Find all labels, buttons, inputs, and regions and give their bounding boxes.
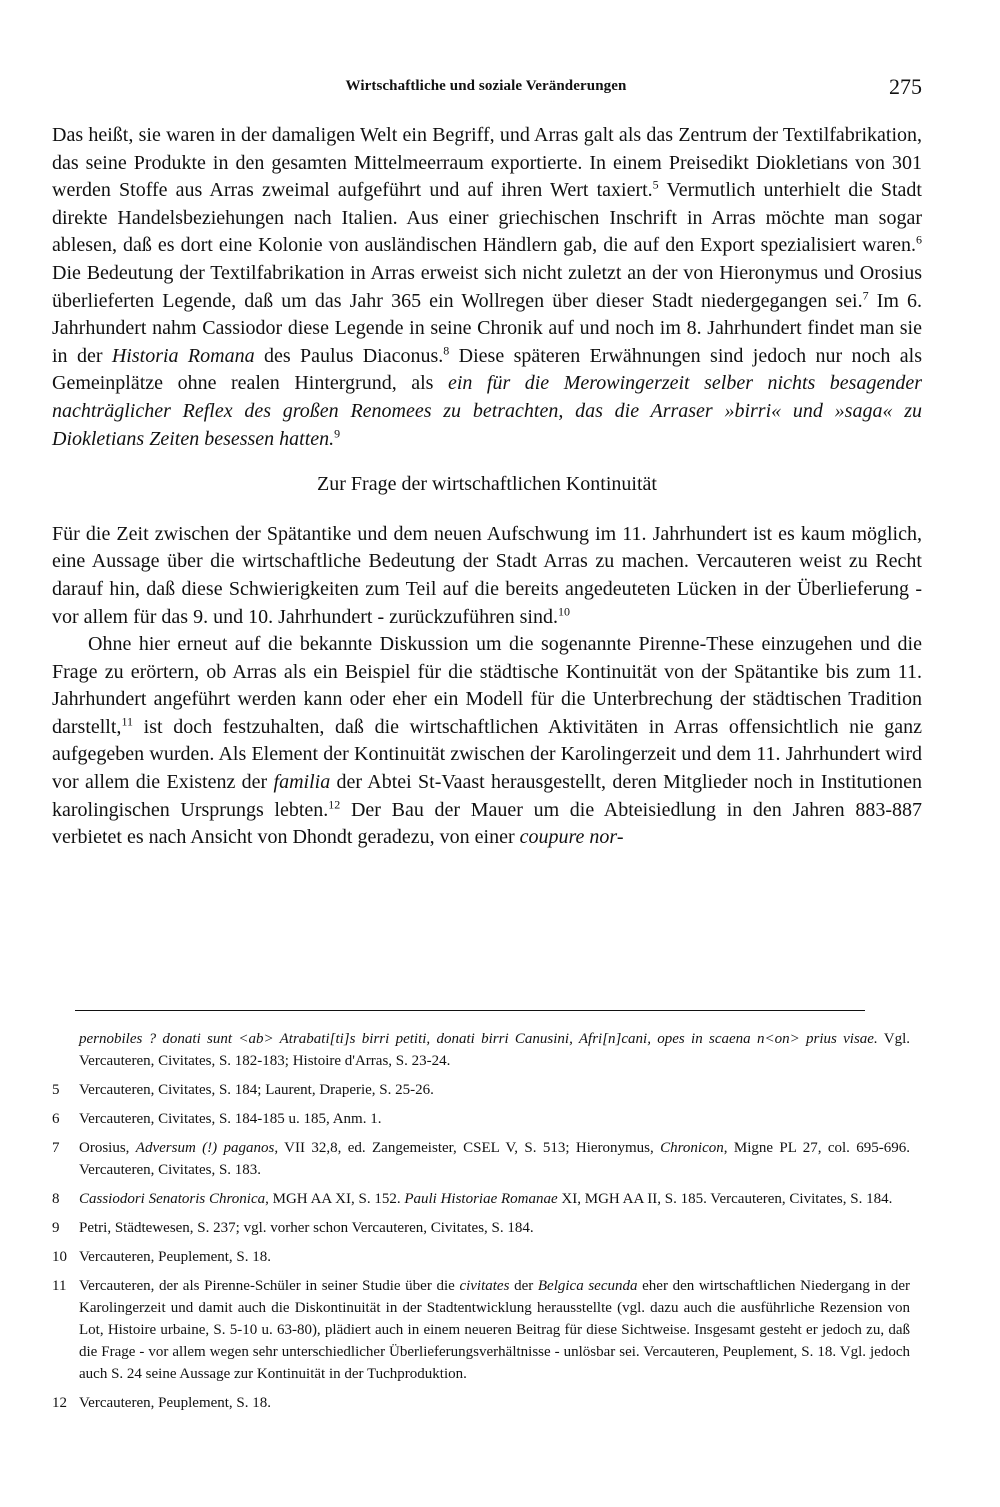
footnote-ref: 6 xyxy=(916,232,922,247)
footnote-ref: 10 xyxy=(557,603,570,618)
text-segment: XI, MGH AA II, S. 185. Vercauteren, Civitates, S. 184. xyxy=(557,1191,893,1207)
footnote-12 xyxy=(52,1392,910,1414)
running-head: Wirtschaftliche und soziale Veränderungen xyxy=(345,78,627,94)
footnote-text: Vercauteren, Civitates, S. 184-185 u. 185, Anm. 1. xyxy=(79,1111,382,1127)
footnote-number: 11 xyxy=(52,1278,67,1294)
footnote-rule xyxy=(75,1010,865,1011)
footnote-text: Petri, Städtewesen, S. 237; vgl. vorher schon Vercauteren, Civitates, S. 184. xyxy=(79,1220,534,1236)
text-segment: , MGH AA XI, S. 152. xyxy=(265,1191,405,1207)
paragraph-3 xyxy=(52,631,922,852)
footnote-ref: 9 xyxy=(334,425,341,440)
footnotes xyxy=(52,1028,910,1421)
text-segment: Ohne hier erneut auf die bekannte Diskussion um die sogenannte Pirenne-These einzugehen und die Frage zu erörtern, ob Arras als ein Beispiel für die städtische Kontinuität von der Spätantike bis zum 11. Jahrhundert angeführt werden kann oder eher ein Modell für die Unterbrechung der städtischen Tradition darstellt, xyxy=(52,633,922,738)
text-segment: Vercauteren, der als Pirenne-Schüler in seiner Studie über die xyxy=(79,1278,460,1294)
italic-title: Historia Romana xyxy=(111,344,255,367)
text-segment: , VII 32,8, ed. Zangemeister, CSEL V, S. 513; Hieronymus, xyxy=(274,1140,661,1156)
footnote-9 xyxy=(52,1217,910,1239)
page-header xyxy=(50,74,922,104)
footnote-number: 12 xyxy=(52,1395,67,1411)
footnote-text: Vercauteren, Peuplement, S. 18. xyxy=(79,1395,272,1411)
section-heading: Zur Frage der wirtschaftlichen Kontinuität xyxy=(317,473,657,496)
text-segment: ist doch festzuhalten, daß die wirtschaftlichen Aktivitäten in Arras offensichtlich nie ganz aufgegeben wurden. Als Element der Kontinuität zwischen der Karolingerzeit und dem 11. Jahrhundert wird vor allem die Existenz der xyxy=(52,715,922,794)
text-segment: der Abtei St-Vaast herausgestellt, deren Mitglieder noch in Institutionen karolingischen Ursprungs lebten. xyxy=(52,771,922,821)
footnote-number: 6 xyxy=(52,1111,60,1127)
italic-quote: pernobiles ? donati sunt <ab> Atrabati[ti]s birri petiti, donati birri Canusini, Afri[n]cani, opes in scaena n<on> prius visae. xyxy=(79,1031,878,1047)
text-segment: eher den wirtschaftlichen Niedergang in der Karolingerzeit und damit auch die Diskontinuität in der Stadtentwicklung herausstellte (vgl. dazu auch die ausführliche Rezension von Lot, Histoire urbaine, S. 5-10 u. 63-80), plädiert auch in einem neueren Beitrag für diese Sichtweise. Insgesamt gesteht er jedoch zu, daß die Frage - vor allem wegen sehr unterschiedlicher Überlieferungsverhältnisse - unlösbar sei. Vercauteren, Peuplement, S. 18. Vgl. jedoch auch S. 24 seine Aussage zur Kontinuität in der Tuchproduktion. xyxy=(79,1278,910,1382)
footnote-11 xyxy=(52,1275,910,1385)
italic-title: Cassiodori Senatoris Chronica xyxy=(79,1191,266,1207)
footnote-text: Vercauteren, Civitates, S. 184; Laurent, Draperie, S. 25-26. xyxy=(79,1082,434,1098)
italic-title: Pauli Historiae Romanae xyxy=(404,1191,558,1207)
italic-quote: ein für die Merowingerzeit selber nichts besagender nachträglicher Reflex des großen Renomees zu betrachten, das die Arraser »birri« und »saga« zu Diokletians Zeiten besessen hatten. xyxy=(52,372,922,450)
text-segment: Vgl. Vercauteren, Civitates, S. 182-183; Histoire d'Arras, S. 23-24. xyxy=(79,1031,910,1069)
footnote-ref: 11 xyxy=(121,714,133,729)
footnote-8 xyxy=(52,1188,910,1210)
text-segment: Der Bau der Mauer um die Abteisiedlung in den Jahren 883-887 verbietet es nach Ansicht von Dhondt geradezu, von einer xyxy=(52,798,922,849)
footnote-continuation xyxy=(52,1028,910,1072)
paragraph-2 xyxy=(52,521,922,631)
footnote-number: 5 xyxy=(52,1082,60,1098)
page-number: 275 xyxy=(889,74,922,99)
paragraph-1 xyxy=(52,122,922,453)
footnote-ref: 8 xyxy=(443,343,450,358)
footnote-7 xyxy=(52,1137,910,1181)
text-segment: Das heißt, sie waren in der damaligen Welt ein Begriff, und Arras galt als das Zentrum der Textilfabrikation, das seine Produkte in den gesamten Mittelmeerraum exportierte. In einem Preisedikt Diokletians von 301 werden Stoffe aus Arras zweimal aufgeführt und auf ihren Wert taxiert. xyxy=(52,124,922,202)
main-text xyxy=(52,122,922,852)
footnote-6 xyxy=(52,1108,910,1130)
footnote-ref: 5 xyxy=(652,177,659,192)
text-segment: , Migne PL 27, col. 695-696. Vercauteren, Civitates, S. 183. xyxy=(79,1140,911,1178)
footnote-number: 7 xyxy=(52,1140,60,1156)
italic-title: Chronicon xyxy=(660,1140,724,1156)
text-segment: Vermutlich unterhielt die Stadt direkte Handelsbeziehungen nach Italien. Aus einer griechischen Inschrift in Arras möchte man sogar ablesen, daß es dort eine Kolonie von ausländischen Händlern gab, die auf den Export spezialisiert waren. xyxy=(52,179,922,257)
footnote-text: Vercauteren, Peuplement, S. 18. xyxy=(79,1249,272,1265)
footnote-5 xyxy=(52,1079,910,1101)
text-segment: Diese späteren Erwähnungen sind jedoch nur noch als Gemeinplätze ohne realen Hintergrund, als xyxy=(52,344,922,395)
footnote-number: 9 xyxy=(52,1220,60,1236)
italic-term: Belgica secunda xyxy=(537,1278,638,1294)
italic-term: familia xyxy=(273,771,331,794)
footnote-ref: 12 xyxy=(328,797,341,811)
italic-term: civitates xyxy=(459,1278,510,1294)
text-segment: Im 6. Jahrhundert nahm Cassiodor diese Legende in seine Chronik auf und noch im 8. Jahrhundert findet man sie in der xyxy=(52,289,923,367)
footnote-ref: 7 xyxy=(862,287,869,302)
text-segment: Orosius, xyxy=(79,1140,136,1156)
footnote-10 xyxy=(52,1246,910,1268)
footnote-number: 8 xyxy=(52,1191,60,1207)
italic-title: Adversum (!) paganos xyxy=(135,1140,275,1156)
text-segment: der xyxy=(509,1278,538,1294)
text-segment: des Paulus Diaconus. xyxy=(254,344,444,367)
italic-term: coupure nor- xyxy=(519,826,624,849)
footnote-number: 10 xyxy=(52,1249,67,1265)
text-segment: Für die Zeit zwischen der Spätantike und dem neuen Aufschwung im 11. Jahrhundert ist es kaum möglich, eine Aussage über die wirtschaftliche Bedeutung der Stadt Arras zu machen. Vercauteren weist zu Recht darauf hin, daß diese Schwierigkeiten zum Teil auf die bereits angedeuteten Lücken in der Überlieferung - vor allem für das 9. und 10. Jahrhundert - zurückzuführen sind. xyxy=(52,522,922,628)
text-segment: Die Bedeutung der Textilfabrikation in Arras erweist sich nicht zuletzt an der von Hieronymus und Orosius überlieferten Legende, daß um das Jahr 365 ein Wollregen über dieser Stadt niedergegangen sei. xyxy=(52,261,922,312)
